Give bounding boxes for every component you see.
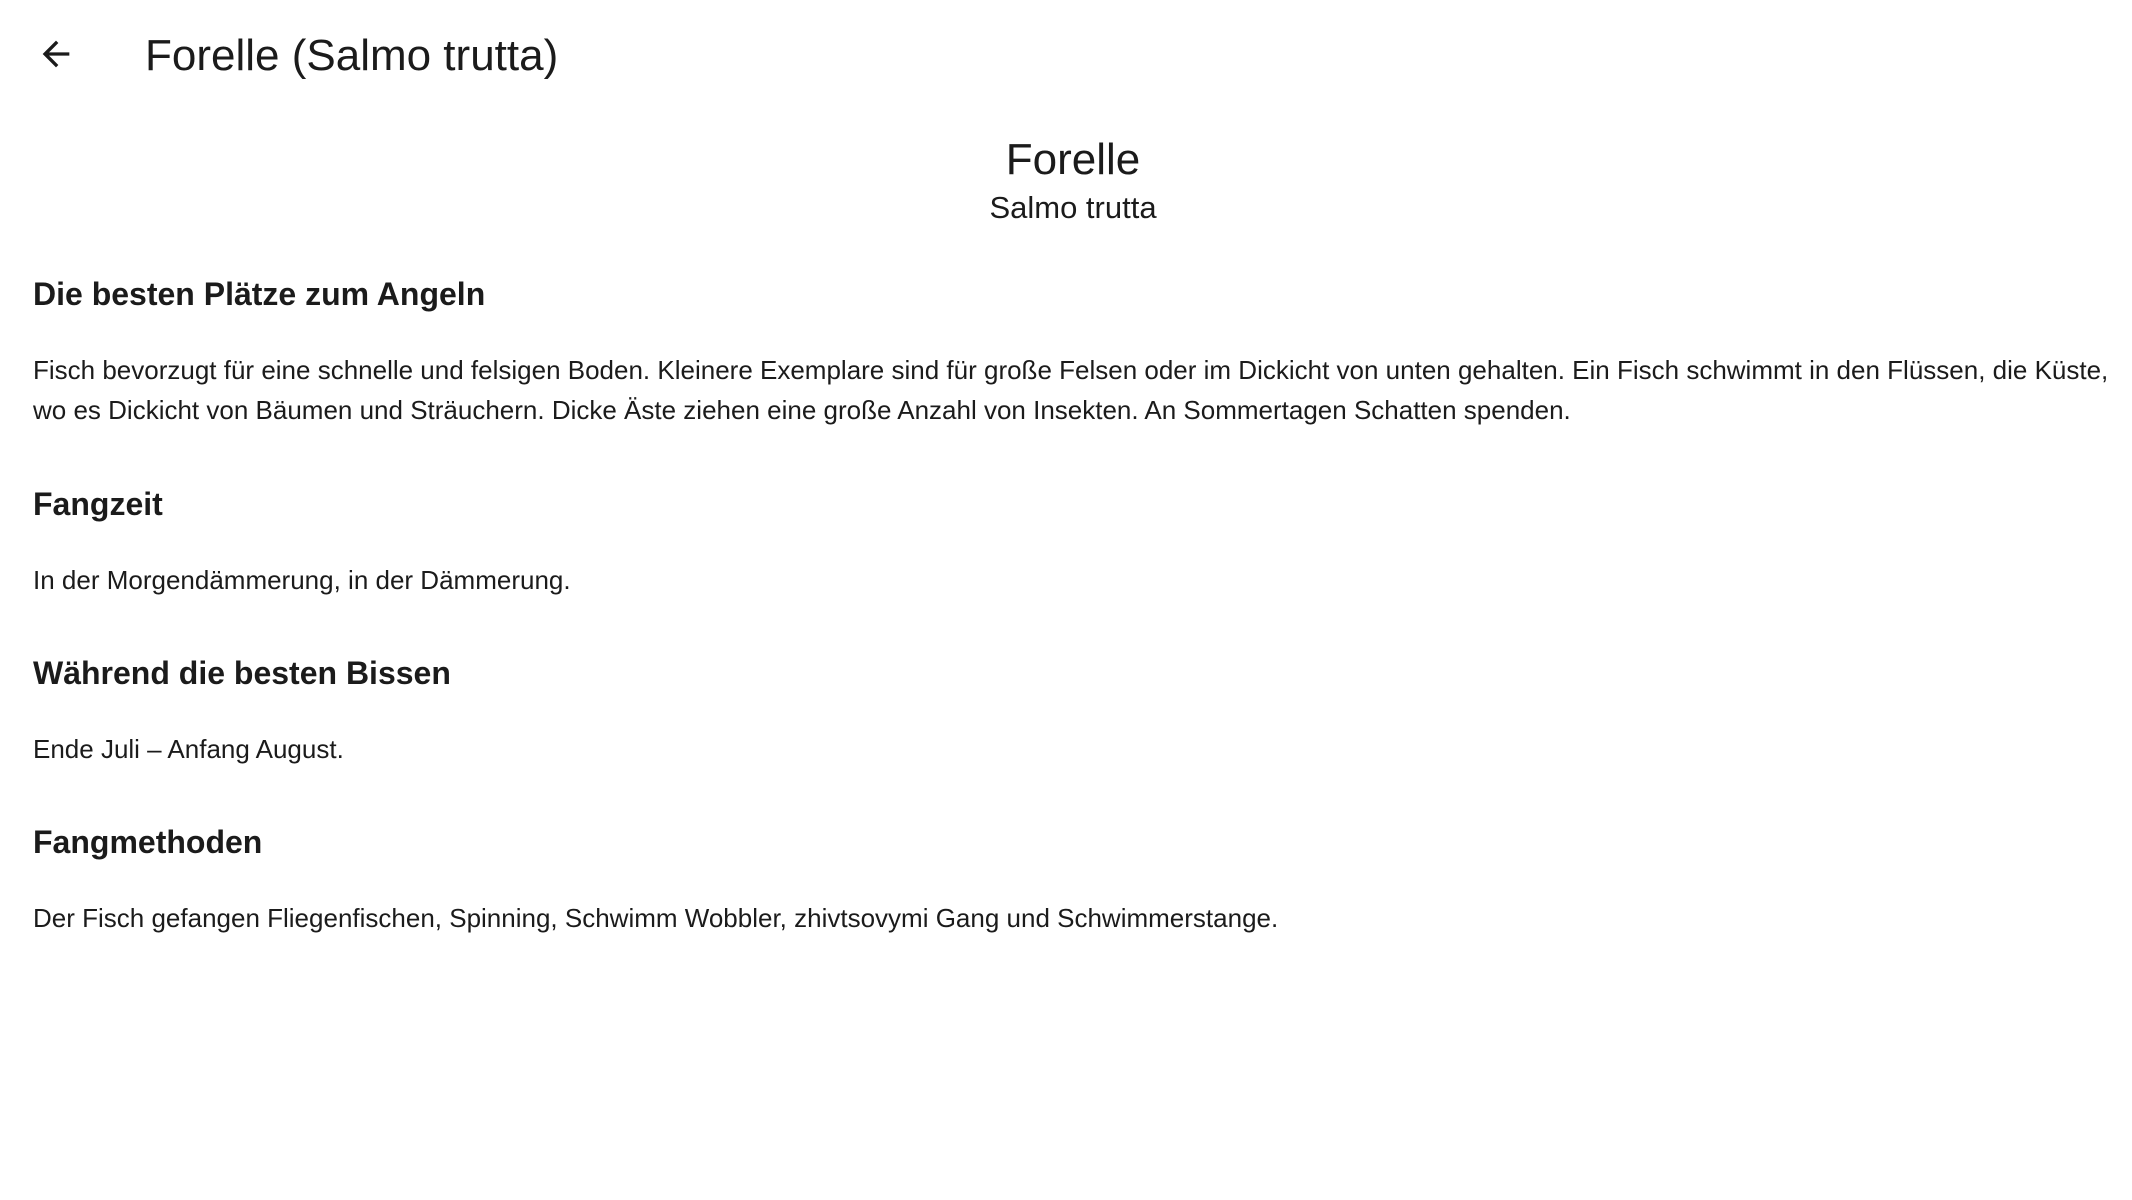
section-heading-best-spots: Die besten Plätze zum Angeln — [33, 276, 486, 312]
fish-latin-name: Salmo trutta — [989, 190, 1157, 225]
fish-detail-content — [33, 132, 2113, 933]
fish-name: Forelle — [1005, 135, 1141, 184]
section-text-fishing-methods: Der Fisch gefangen Fliegenfischen, Spinning, Schwimm Wobbler, zhivtsovymi Gang und Schwimmerstange. — [33, 903, 1279, 933]
section-heading-fishing-time: Fangzeit — [33, 486, 163, 522]
section-heading-fishing-methods: Fangmethoden — [33, 824, 263, 860]
section-heading-best-bites: Während die besten Bissen — [33, 655, 451, 691]
app-bar — [0, 0, 2132, 112]
fish-hero — [33, 132, 2113, 228]
app-bar-title: Forelle (Salmo trutta) — [145, 31, 559, 80]
section-text-fishing-time: In der Morgendämmerung, in der Dämmerung. — [33, 565, 571, 595]
section-text-best-bites: Ende Juli – Anfang August. — [33, 734, 344, 764]
back-button[interactable] — [22, 22, 90, 90]
arrow-back-icon — [36, 34, 76, 79]
section-text-best-spots: Fisch bevorzugt für eine schnelle und felsigen Boden. Kleinere Exemplare sind für große Felsen oder im Dickicht von unten gehalten. Ein Fisch schwimmt in den Flüssen, die Küste, wo es Dickicht von Bäumen und Sträuchern. Dicke Äste ziehen eine große Anzahl von Insekten. An Sommertagen Schatten spenden. — [33, 355, 2109, 425]
